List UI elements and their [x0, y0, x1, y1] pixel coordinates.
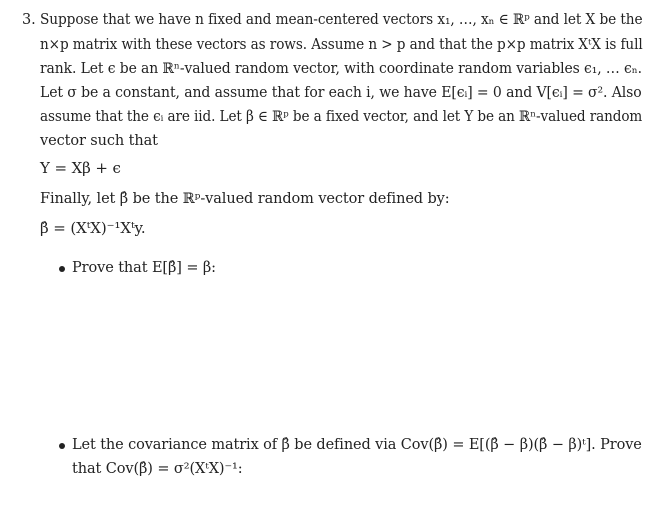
paragraph-line: n×p matrix with these vectors as rows. Assume n > p and that the p×p matrix XᵗX is full [40, 37, 643, 53]
bullet-marker [59, 266, 65, 272]
paragraph-line: Suppose that we have n fixed and mean-centered vectors x₁, …, xₙ ∈ ℝᵖ and let X be the [40, 12, 643, 28]
estimator-definition-text: Finally, let β̂ be the ℝᵖ-valued random vector defined by: [40, 191, 450, 207]
answer-space [72, 285, 632, 425]
bullet-marker [59, 443, 65, 449]
bullet-1-text: Prove that E[β̂] = β: [72, 260, 216, 276]
paragraph-line: vector such that [40, 133, 158, 149]
equation-model: Y = Xβ + ϵ [40, 159, 121, 177]
paragraph-line: rank. Let ϵ be an ℝⁿ-valued random vector, with coordinate random variables ϵ₁, … ϵₙ. [40, 61, 642, 77]
problem-number: 3. [22, 12, 36, 28]
bullet-2-text-line-1: Let the covariance matrix of β̂ be defined via Cov(β̂) = E[(β̂ − β)(β̂ − β)ᵗ]. Prove [72, 437, 642, 453]
equation-estimator: β̂ = (XᵗX)⁻¹Xᵗy. [40, 219, 146, 237]
paragraph-line: Let σ be a constant, and assume that for each i, we have E[ϵᵢ] = 0 and V[ϵᵢ] = σ². Also [40, 85, 642, 101]
paragraph-line: assume that the ϵᵢ are iid. Let β ∈ ℝᵖ be a fixed vector, and let Y be an ℝⁿ-valued random [40, 109, 643, 125]
bullet-2-text-line-2: that Cov(β̂) = σ²(XᵗX)⁻¹: [72, 461, 243, 477]
